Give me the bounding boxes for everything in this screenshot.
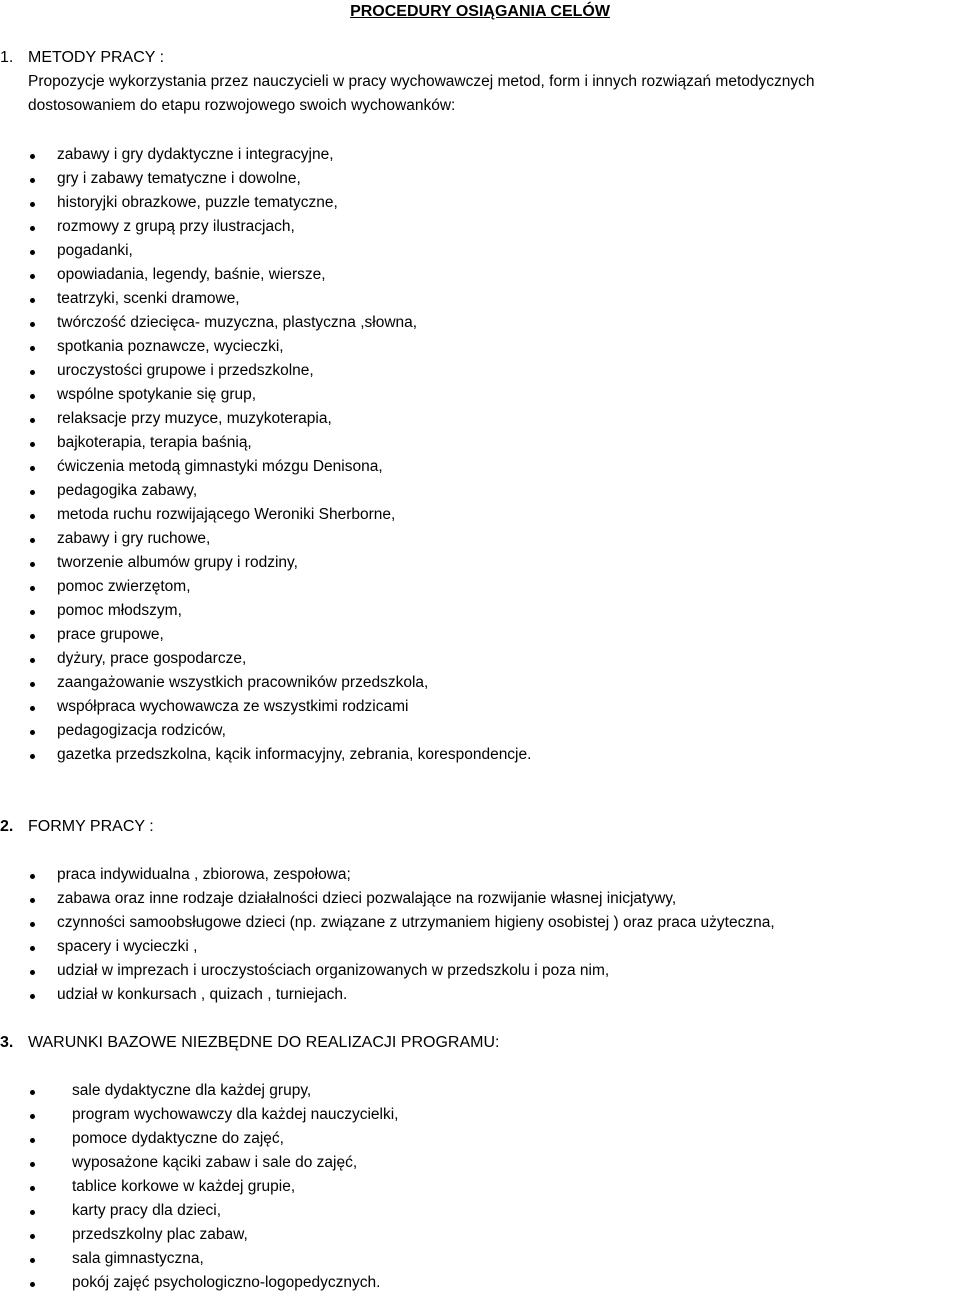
list-item: tworzenie albumów grupy i rodziny, xyxy=(57,551,531,575)
section-1-heading xyxy=(0,46,164,70)
list-item: pokój zajęć psychologiczno-logopedycznych. xyxy=(72,1271,399,1295)
list-item: teatrzyki, scenki dramowe, xyxy=(57,287,531,311)
list-item: bajkoterapia, terapia baśnią, xyxy=(57,431,531,455)
section-3-title: WARUNKI BAZOWE NIEZBĘDNE DO REALIZACJI PROGRAMU: xyxy=(28,1034,500,1051)
section-2-heading xyxy=(0,815,154,839)
section-2-number: 2. xyxy=(0,818,14,835)
section-1-number: 1. xyxy=(0,49,14,66)
intro-line-1: Propozycje wykorzystania przez nauczycieli w pracy wychowawczej metod, form i innych rozwiązań metodycznych xyxy=(28,73,815,90)
list-item: wyposażone kąciki zabaw i sale do zajęć, xyxy=(72,1151,399,1175)
list-item: tablice korkowe w każdej grupie, xyxy=(72,1175,399,1199)
section-2-title: FORMY PRACY : xyxy=(28,818,154,835)
list-item: pogadanki, xyxy=(57,239,531,263)
list-item: relaksacje przy muzyce, muzykoterapia, xyxy=(57,407,531,431)
list-item: czynności samoobsługowe dzieci (np. związane z utrzymaniem higieny osobistej ) oraz praca użyteczna, xyxy=(57,911,775,935)
list-item: sale dydaktyczne dla każdej grupy, xyxy=(72,1079,399,1103)
list-item: zaangażowanie wszystkich pracowników przedszkola, xyxy=(57,671,531,695)
list-item: ćwiczenia metodą gimnastyki mózgu Denisona, xyxy=(57,455,531,479)
list-item: zabawy i gry dydaktyczne i integracyjne, xyxy=(57,143,531,167)
methods-list xyxy=(57,143,531,767)
list-item: rozmowy z grupą przy ilustracjach, xyxy=(57,215,531,239)
section-3-heading xyxy=(0,1031,499,1055)
list-item: praca indywidualna , zbiorowa, zespołowa; xyxy=(57,863,775,887)
list-item: udział w konkursach , quizach , turniejach. xyxy=(57,983,775,1007)
list-item: spotkania poznawcze, wycieczki, xyxy=(57,335,531,359)
list-item: metoda ruchu rozwijającego Weroniki Sherborne, xyxy=(57,503,531,527)
list-item: dyżury, prace gospodarcze, xyxy=(57,647,531,671)
list-item: spacery i wycieczki , xyxy=(57,935,775,959)
page-title: PROCEDURY OSIĄGANIA CELÓW xyxy=(350,3,610,20)
list-item: pomoc zwierzętom, xyxy=(57,575,531,599)
list-item: uroczystości grupowe i przedszkolne, xyxy=(57,359,531,383)
section-1-title: METODY PRACY : xyxy=(28,49,165,66)
section-1-intro xyxy=(28,70,958,118)
list-item: opowiadania, legendy, baśnie, wiersze, xyxy=(57,263,531,287)
list-item: karty pracy dla dzieci, xyxy=(72,1199,399,1223)
list-item: zabawy i gry ruchowe, xyxy=(57,527,531,551)
list-item: gazetka przedszkolna, kącik informacyjny, zebrania, korespondencje. xyxy=(57,743,531,767)
list-item: twórczość dziecięca- muzyczna, plastyczna ,słowna, xyxy=(57,311,531,335)
list-item: pomoc młodszym, xyxy=(57,599,531,623)
list-item: pomoce dydaktyczne do zajęć, xyxy=(72,1127,399,1151)
list-item: sala gimnastyczna, xyxy=(72,1247,399,1271)
list-item: wspólne spotykanie się grup, xyxy=(57,383,531,407)
list-item: program wychowawczy dla każdej nauczycielki, xyxy=(72,1103,399,1127)
list-item: pedagogika zabawy, xyxy=(57,479,531,503)
intro-line-2: dostosowaniem do etapu rozwojowego swoich wychowanków: xyxy=(28,97,456,114)
section-3-number: 3. xyxy=(0,1034,14,1051)
list-item: pedagogizacja rodziców, xyxy=(57,719,531,743)
conditions-list xyxy=(72,1079,399,1295)
list-item: zabawa oraz inne rodzaje działalności dzieci pozwalające na rozwijanie własnej inicjatywy, xyxy=(57,887,775,911)
forms-list xyxy=(57,863,775,1007)
list-item: współpraca wychowawcza ze wszystkimi rodzicami xyxy=(57,695,531,719)
list-item: prace grupowe, xyxy=(57,623,531,647)
list-item: gry i zabawy tematyczne i dowolne, xyxy=(57,167,531,191)
list-item: przedszkolny plac zabaw, xyxy=(72,1223,399,1247)
list-item: historyjki obrazkowe, puzzle tematyczne, xyxy=(57,191,531,215)
list-item: udział w imprezach i uroczystościach organizowanych w przedszkolu i poza nim, xyxy=(57,959,775,983)
